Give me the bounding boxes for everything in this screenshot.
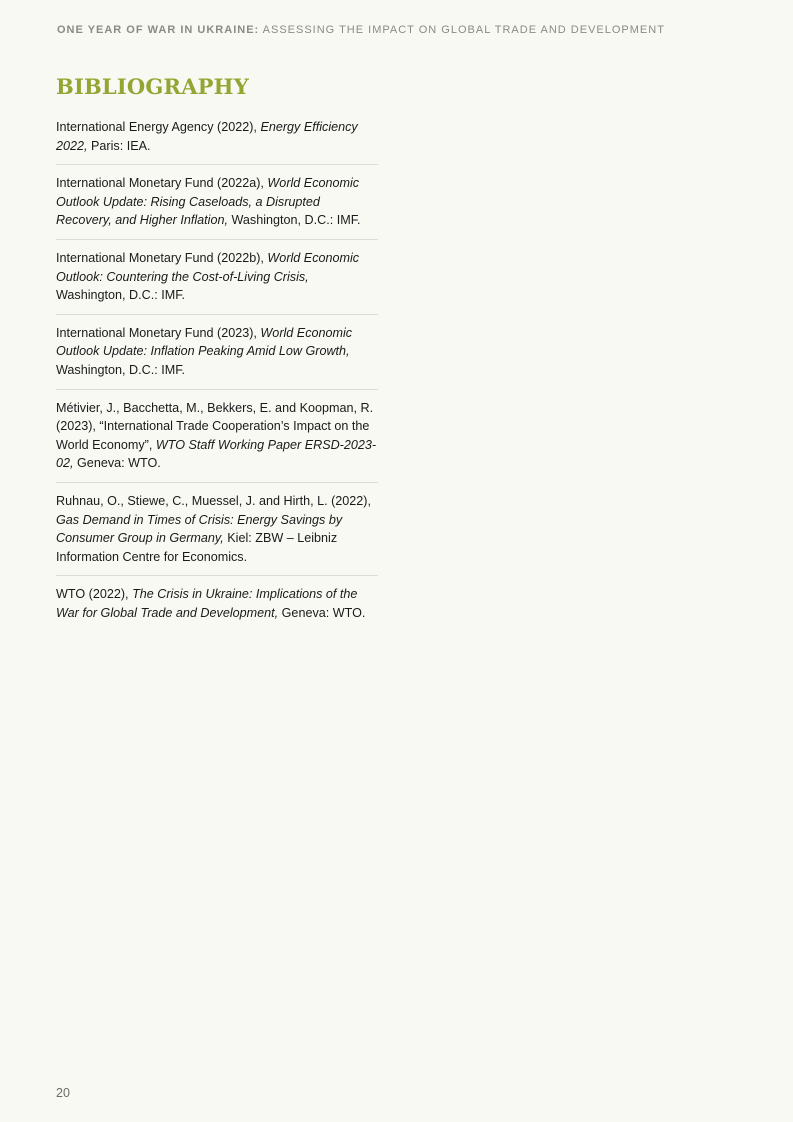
reference-title: Energy Efficiency 2022,	[56, 120, 358, 153]
reference-authors: Métivier, J., Bacchetta, M., Bekkers, E. and Koopman, R. (2023), “International Trade Cooperation’s Impact on the World Economy”,	[56, 400, 374, 452]
page-number: 20	[56, 1086, 70, 1100]
reference-publisher: Paris: IEA.	[87, 138, 151, 153]
reference-item	[56, 585, 378, 631]
reference-publisher: Washington, D.C.: IMF.	[56, 288, 186, 303]
reference-authors: Ruhnau, O., Stiewe, C., Muessel, J. and Hirth, L. (2022),	[56, 493, 371, 508]
reference-publisher: Geneva: WTO.	[278, 605, 366, 620]
reference-item	[56, 249, 378, 315]
running-header	[57, 24, 665, 36]
reference-title: World Economic Outlook Update: Rising Caseloads, a Disrupted Recovery, and Higher Inflation,	[56, 176, 360, 228]
reference-authors: International Monetary Fund (2022a),	[56, 176, 268, 191]
reference-authors: International Monetary Fund (2022b),	[56, 250, 268, 265]
reference-item	[56, 118, 378, 165]
reference-title: World Economic Outlook: Countering the Cost-of-Living Crisis,	[56, 250, 360, 284]
reference-publisher: Geneva: WTO.	[73, 456, 161, 471]
reference-publisher: Kiel: ZBW – Leibniz Information Centre for Economics.	[56, 531, 338, 564]
reference-title: WTO Staff Working Paper ERSD-2023-02,	[56, 437, 377, 471]
reference-publisher: Washington, D.C.: IMF.	[227, 213, 361, 228]
reference-item	[56, 492, 378, 576]
reference-authors: International Energy Agency (2022),	[56, 120, 261, 134]
reference-authors: International Monetary Fund (2023),	[56, 325, 261, 340]
reference-item	[56, 399, 378, 483]
reference-list	[56, 118, 378, 640]
reference-title: The Crisis in Ukraine: Implications of the War for Global Trade and Development,	[56, 587, 358, 620]
reference-publisher: Washington, D.C.: IMF.	[56, 362, 186, 377]
reference-title: World Economic Outlook Update: Inflation Peaking Amid Low Growth,	[56, 325, 353, 359]
reference-authors: WTO (2022),	[56, 587, 133, 602]
running-header-subtitle: ASSESSING THE IMPACT ON GLOBAL TRADE AND DEVELOPMENT	[262, 24, 665, 36]
reference-title: Gas Demand in Times of Crisis: Energy Savings by Consumer Group in Germany,	[56, 512, 343, 546]
page-title: BIBLIOGRAPHY	[56, 74, 249, 99]
reference-item	[56, 174, 378, 240]
reference-item	[56, 324, 378, 390]
running-header-bold: ONE YEAR OF WAR IN UKRAINE:	[57, 24, 260, 36]
